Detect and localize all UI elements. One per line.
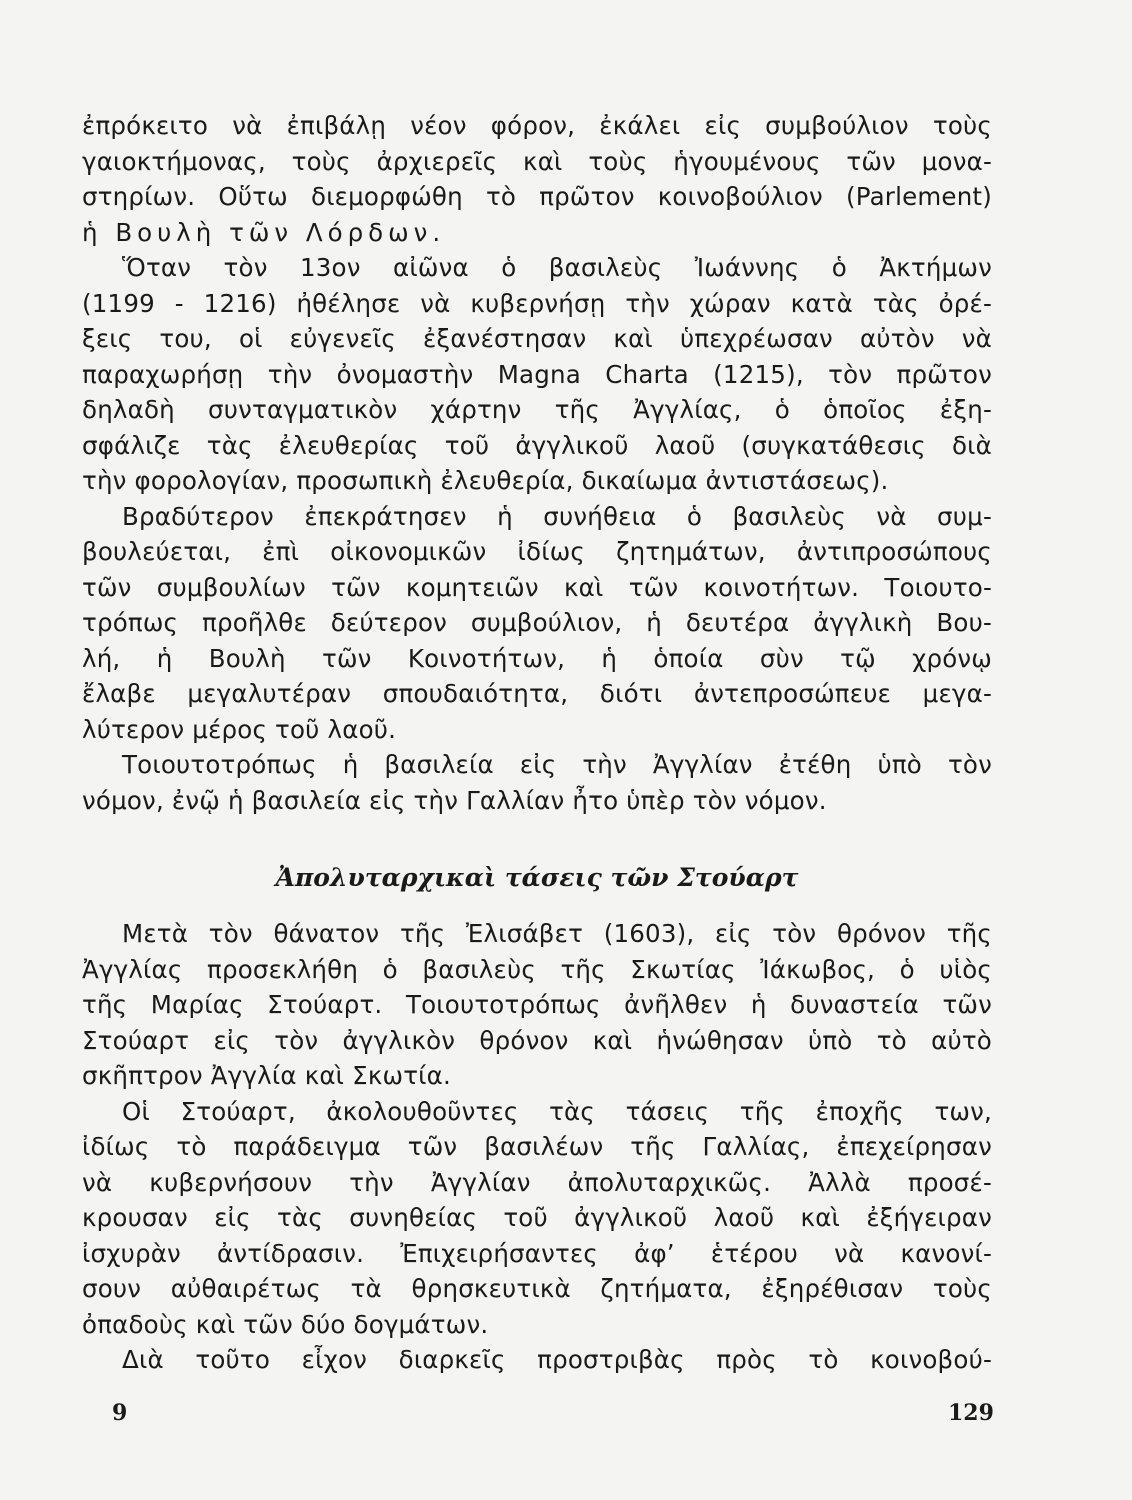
section-body bbox=[82, 916, 992, 1378]
text-line: (1199 - 1216) ἠθέλησε νὰ κυβερνήσῃ τὴν χώραν κατὰ τὰς ὀρέ- bbox=[82, 288, 992, 318]
text-line: Ὅταν τὸν 13ον αἰῶνα ὁ βασιλεὺς Ἰωάννης ὁ Ἀκτήμων bbox=[122, 253, 992, 282]
paragraph-parliament-origin bbox=[82, 108, 992, 250]
text-line: Στούαρτ εἰς τὸν ἀγγλικὸν θρόνον καὶ ἡνώθησαν ὑπὸ τὸ αὐτὸ bbox=[82, 1025, 992, 1055]
text-line: βουλεύεται, ἐπὶ οἰκονομικῶν ἰδίως ζητημάτων, ἀντιπροσώπους bbox=[82, 537, 992, 566]
text-line: ἡ Βουλὴ τῶν Λόρδων. bbox=[82, 217, 446, 247]
text-line: λύτερον μέρος τοῦ λαοῦ. bbox=[82, 714, 397, 744]
text-line: Οἱ Στούαρτ, ἀκολουθοῦντες τὰς τάσεις τῆς ἐποχῆς των, bbox=[122, 1096, 992, 1126]
text-line: Μετὰ τὸν θάνατον τῆς Ἐλισάβετ (1603), εἰς τὸν θρόνον τῆς bbox=[122, 919, 992, 948]
text-line: ξεις του, οἱ εὐγενεῖς ἐξανέστησαν καὶ ὑπεχρέωσαν αὐτὸν νὰ bbox=[82, 324, 992, 353]
page-text bbox=[82, 108, 992, 1374]
text-line: Τοιουτοτρόπως ἡ βασιλεία εἰς τὴν Ἀγγλίαν ἐτέθη ὑπὸ τὸν bbox=[122, 750, 992, 779]
text-line: σουν αὐθαιρέτως τὰ θρησκευτικὰ ζητήματα, ἐξηρέθισαν τοὺς bbox=[82, 1274, 992, 1303]
paragraph-magna-charta bbox=[82, 250, 992, 499]
paragraph-monarchy-law bbox=[82, 747, 992, 818]
text-line: νόμον, ἐνῷ ἡ βασιλεία εἰς τὴν Γαλλίαν ἦτο ὑπὲρ τὸν νόμον. bbox=[82, 785, 827, 815]
paragraph-stuart-absolutism bbox=[82, 1094, 992, 1343]
text-line: Διὰ τοῦτο εἶχον διαρκεῖς προστριβὰς πρὸς τὸ κοινοβού- bbox=[122, 1345, 992, 1374]
text-line: ἰσχυρὰν ἀντίδρασιν. Ἐπιχειρήσαντες ἀφ’ ἑτέρου νὰ κανονί- bbox=[82, 1238, 992, 1268]
text-line: σφάλιζε τὰς ἐλευθερίας τοῦ ἀγγλικοῦ λαοῦ (συγκατάθεσις διὰ bbox=[82, 430, 992, 460]
paragraph-house-of-commons bbox=[82, 499, 992, 748]
page-number: 129 bbox=[948, 1400, 994, 1426]
text-line: Βραδύτερον ἐπεκράτησεν ἡ συνήθεια ὁ βασιλεὺς νὰ συμ- bbox=[122, 501, 992, 531]
text-line: νὰ κυβερνήσουν τὴν Ἀγγλίαν ἀπολυταρχικῶς. Ἀλλὰ προσέ- bbox=[82, 1167, 992, 1197]
text-line: ὀπαδοὺς καὶ τῶν δύο δογμάτων. bbox=[82, 1309, 489, 1339]
section-heading: Ἀπολυταρχικαὶ τάσεις τῶν Στούαρτ bbox=[275, 863, 799, 892]
text-line: τὴν φορολογίαν, προσωπικὴ ἐλευθερία, δικαίωμα ἀντιστάσεως). bbox=[82, 466, 889, 495]
text-line: δηλαδὴ συνταγματικὸν χάρτην τῆς Ἀγγλίας, ὁ ὁποῖος ἐξη- bbox=[82, 395, 992, 424]
text-line: Ἀγγλίας προσεκλήθη ὁ βασιλεὺς τῆς Σκωτίας Ἰάκωβος, ὁ υἱὸς bbox=[82, 954, 992, 984]
text-line: τρόπως προῆλθε δεύτερον συμβούλιον, ἡ δευτέρα ἀγγλικὴ Βου- bbox=[82, 608, 992, 637]
text-line: τῶν συμβουλίων τῶν κομητειῶν καὶ τῶν κοινοτήτων. Τοιουτο- bbox=[82, 572, 992, 602]
text-line: κρουσαν εἰς τὰς συνηθείας τοῦ ἀγγλικοῦ λαοῦ καὶ ἐξήγειραν bbox=[82, 1203, 992, 1232]
signature-mark: 9 bbox=[112, 1400, 128, 1426]
text-line: ἐπρόκειτο νὰ ἐπιβάλῃ νέον φόρον, ἐκάλει εἰς συμβούλιον τοὺς bbox=[82, 111, 992, 140]
paragraph-parliament-friction bbox=[82, 1342, 992, 1378]
text-line: σκῆπτρον Ἀγγλία καὶ Σκωτία. bbox=[82, 1061, 451, 1090]
text-line: παραχωρήσῃ τὴν ὀνομαστὴν Magna Charta (1215), τὸν πρῶτον bbox=[82, 359, 992, 389]
text-line: στηρίων. Οὕτω διεμορφώθη τὸ πρῶτον κοινοβούλιον (Parlement) bbox=[82, 182, 992, 211]
paragraph-stuart-accession bbox=[82, 916, 992, 1094]
text-line: λή, ἡ Βουλὴ τῶν Κοινοτήτων, ἡ ὁποία σὺν τῷ χρόνῳ bbox=[82, 643, 992, 673]
text-line: ἰδίως τὸ παράδειγμα τῶν βασιλέων τῆς Γαλλίας, ἐπεχείρησαν bbox=[82, 1132, 992, 1161]
text-line: γαιοκτήμονας, τοὺς ἀρχιερεῖς καὶ τοὺς ἡγουμένους τῶν μονα- bbox=[82, 146, 992, 176]
text-line: ἔλαβε μεγαλυτέραν σπουδαιότητα, διότι ἀντεπροσώπευε μεγα- bbox=[82, 679, 992, 708]
text-line: τῆς Μαρίας Στούαρτ. Τοιουτοτρόπως ἀνῆλθεν ἡ δυναστεία τῶν bbox=[82, 990, 992, 1019]
